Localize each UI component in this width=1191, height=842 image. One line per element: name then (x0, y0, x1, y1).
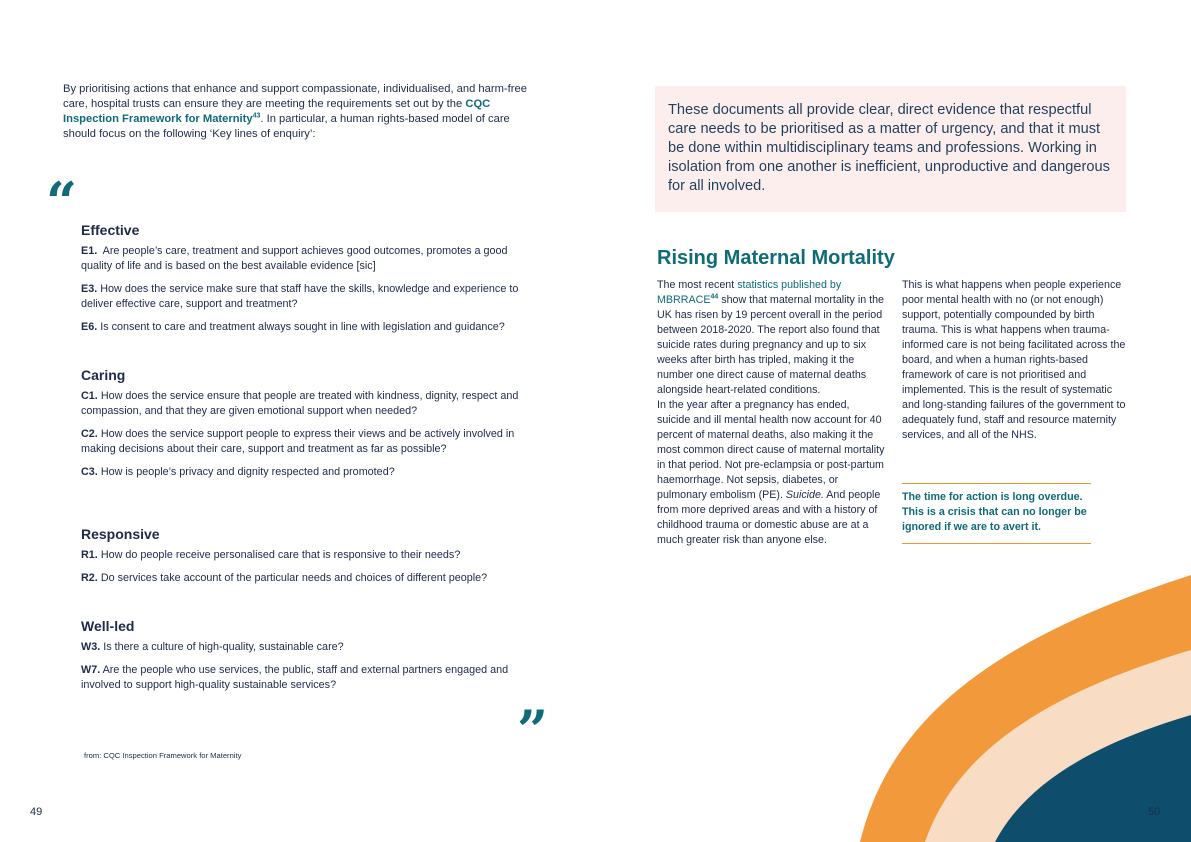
paragraph: The most recent statistics published by MBRRACE$^{44}$ show that maternal mortality in the UK has risen by 19 percent overall in the period between 2018-2020. The report also found that suicide rates during pregnancy and up to six weeks after birth has tripled, making it the number one direct cause of maternal deaths alongside heart-related conditions. (657, 279, 884, 396)
intro-paragraph (63, 82, 533, 142)
callout-text: These documents all provide clear, direct evidence that respectful care needs to be prioritised as a matter of urgency, and that it must be done within multidisciplinary teams and professions. Working in isolation from one another is inefficient, unproductive and dangerous for all involved. (668, 102, 1110, 194)
source-note: from: CQC Inspection Framework for Maternity (84, 751, 242, 760)
category-title: Effective (81, 222, 140, 238)
paragraph: In the year after a pregnancy has ended, suicide and ill mental health now account for 40 percent of maternal deaths, also making it the most common direct cause of maternal mortality in that period. Not pre-eclampsia or post-partum haemorrhage. Not sepsis, diabetes, or pulmonary embolism (PE). Suicide. And people from more deprived areas and with a history of childhood trauma or domestic abuse are at a much greater risk than anyone else. (657, 399, 885, 546)
category-well-led (81, 618, 531, 701)
intro-text-end: . In particular, a human rights-based model of care should focus on the following ‘Key lines of enquiry’: (63, 113, 510, 140)
footnote-ref-43[interactable]: 43 (252, 112, 261, 120)
enquiry-item: R2. Do services take account of the particular needs and choices of different people? (81, 572, 488, 584)
page-number-left: 49 (30, 806, 43, 818)
highlight-quote: The time for action is long overdue. This is a crisis that can no longer be ignored if we are to avert it. (902, 483, 1091, 544)
intro-text-start: By prioritising actions that enhance and support compassionate, individualised, and harm-free care, hospital trusts can ensure they are meeting the requirements set out by the (63, 83, 527, 110)
enquiry-item: E6. Is consent to care and treatment always sought in line with legislation and guidance? (81, 321, 505, 333)
enquiry-item: C1. How does the service ensure that people are treated with kindness, dignity, respect and compassion, and that they are given emotional support when needed? (81, 390, 519, 417)
category-effective (81, 222, 531, 343)
page-number-right: 50 (1148, 806, 1161, 818)
category-title: Responsive (81, 526, 160, 542)
paragraph: This is what happens when people experience poor mental health with no (or not enough) support, potentially compounded by birth trauma. This is what happens when trauma-informed care is not being facilitated across the board, and when a human rights-based framework of care is not prioritised and implemented. This is the result of systematic and long-standing failures of the government to adequately fund, staff and resource maternity services, and all of the NHS. (902, 279, 1126, 441)
callout-box (655, 86, 1126, 212)
enquiry-item: E1. Are people’s care, treatment and support achieves good outcomes, promotes a good quality of life and is based on the best available evidence [sic] (81, 245, 508, 272)
cqc-framework-link[interactable]: CQC Inspection Framework for Maternity (63, 98, 491, 125)
enquiry-item: C2. How does the service support people to express their views and be actively involved in making decisions about their care, support and treatment as far as possible? (81, 428, 515, 455)
close-quote-mark: ” (517, 698, 543, 762)
section-heading: Rising Maternal Mortality (657, 247, 895, 269)
text-column-2 (902, 278, 1128, 443)
category-caring (81, 367, 531, 488)
enquiry-item: W7. Are the people who use services, the public, staff and external partners engaged and involved to support high-quality sustainable services? (81, 664, 509, 691)
category-responsive (81, 526, 531, 594)
enquiry-item: C3. How is people’s privacy and dignity respected and promoted? (81, 466, 395, 478)
enquiry-item: E3. How does the service make sure that staff have the skills, knowledge and experience to deliver effective care, support and treatment? (81, 283, 519, 310)
enquiry-item: R1. How do people receive personalised care that is responsive to their needs? (81, 549, 461, 561)
open-quote-mark: “ (46, 170, 72, 234)
footnote-ref-44[interactable]: 44 (710, 293, 719, 301)
enquiry-item: W3. Is there a culture of high-quality, sustainable care? (81, 641, 344, 653)
mbrrace-link[interactable]: MBRRACE (657, 294, 711, 306)
statistics-link[interactable]: statistics published by (737, 279, 842, 291)
text-column-1 (657, 278, 885, 548)
decorative-wave-graphic (820, 570, 1191, 842)
category-title: Caring (81, 367, 126, 383)
category-title: Well-led (81, 618, 135, 634)
